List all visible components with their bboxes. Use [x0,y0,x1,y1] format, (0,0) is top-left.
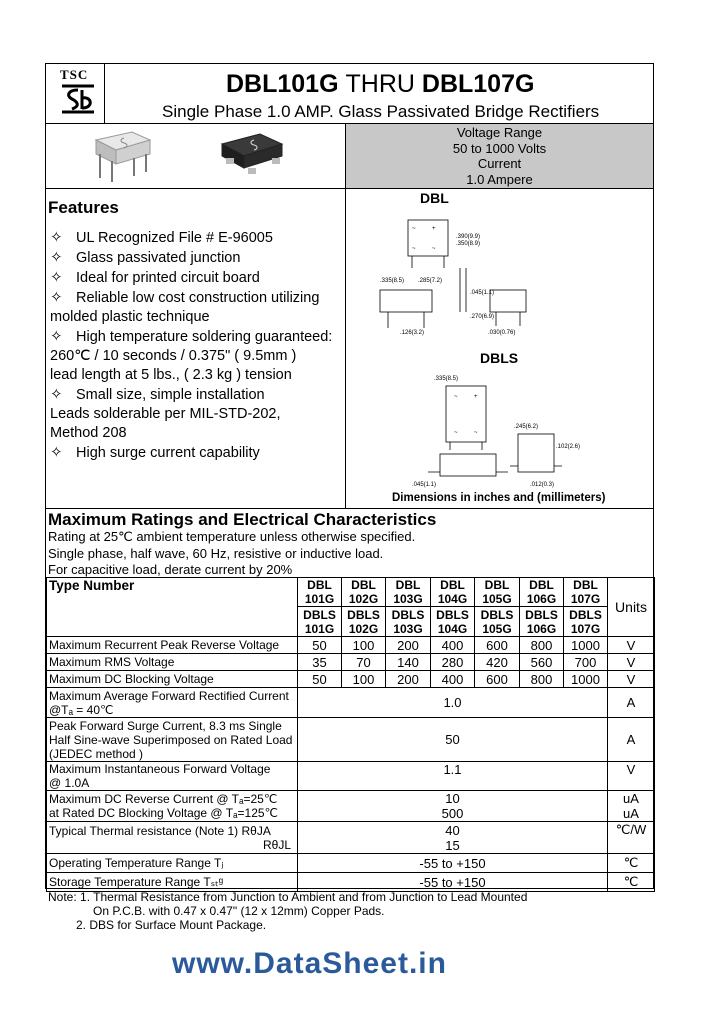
table-row: Storage Temperature Range Tₛₜᵍ -55 to +150 ℃ [47,873,655,892]
dbl-label: DBL [420,190,449,206]
part-dbls: DBLS 104G [431,607,475,637]
table-row: Operating Temperature Range Tⱼ -55 to +150 ℃ [47,854,655,873]
svg-text:.030(0.76): .030(0.76) [488,330,516,336]
svg-text:.045(1.1): .045(1.1) [412,482,437,488]
svg-text:~: ~ [454,394,458,400]
ratings-note: Rating at 25℃ ambient temperature unless otherwise specified. [48,529,416,544]
dbls-label: DBLS [480,350,519,366]
svg-text:.350(8.9): .350(8.9) [456,241,481,247]
star-icon: ✧ [50,269,63,286]
table-row: Maximum DC Blocking Voltage 50 100 200 400 600 800 1000 V [47,671,655,688]
ratings-top-divider [45,508,654,509]
units-header: Units [608,578,655,637]
features-top-divider [45,188,654,189]
svg-text:.270(6.9): .270(6.9) [470,314,495,320]
feature-item-cont: Method 208 [50,425,127,441]
svg-text:~: ~ [432,246,436,252]
svg-text:.102(2.6): .102(2.6) [556,444,580,450]
logo-text: TSC [60,67,89,82]
features-list [50,228,332,463]
part-dbl: DBL 107G [564,578,608,607]
specs-line: Current [477,156,522,171]
svg-text:.285(7.2): .285(7.2) [418,278,443,284]
ratings-table [46,577,655,892]
part-dbls: DBLS 101G [298,607,342,637]
title-part-b: DBL107G [421,70,535,98]
ratings-title: Maximum Ratings and Electrical Characteristics [48,510,437,529]
specs-line: 1.0 Ampere [466,171,533,187]
table-row: Maximum Average Forward Rectified Current @Tₐ = 40℃ 1.0 A [47,688,655,718]
part-dbl: DBL 106G [520,578,564,607]
part-dbls: DBLS 107G [564,607,608,637]
star-icon: ✧ [50,444,63,461]
table-row: Maximum DC Reverse Current @ Tₐ=25℃ at Rated DC Blocking Voltage @ Tₐ=125℃ 10 500 uA uA [47,791,655,822]
feature-item: ✧ UL Recognized File # E-96005 [50,229,273,246]
ratings-note: For capacitive load, derate current by 20% [48,562,293,577]
specs-box [346,124,653,188]
table-row: Peak Forward Surge Current, 8.3 ms Single Half Sine-wave Superimposed on Rated Load (JEDEC method ) 50 A [47,718,655,762]
feature-item-cont: molded plastic technique [50,309,210,325]
svg-text:~: ~ [474,430,478,436]
table-row: Maximum RMS Voltage 35 70 140 280 420 560 700 V [47,654,655,671]
svg-text:.335(8.5): .335(8.5) [380,278,405,284]
svg-text:~: ~ [412,226,416,232]
page-title [226,70,534,99]
page-subtitle: Single Phase 1.0 AMP. Glass Passivated Bridge Rectifiers [162,102,600,121]
part-dbls: DBLS 106G [520,607,564,637]
feature-item: ✧ Glass passivated junction [50,249,241,266]
feature-item: ✧ Reliable low cost construction utilizing [50,289,320,306]
star-icon: ✧ [50,249,63,266]
feature-item-cont: Leads solderable per MIL-STD-202, [50,406,281,422]
svg-text:.012(0.3): .012(0.3) [530,482,555,488]
part-dbl: DBL 101G [298,578,342,607]
star-icon: ✧ [50,229,63,246]
part-dbls: DBLS 102G [342,607,386,637]
table-row: Maximum Recurrent Peak Reverse Voltage 50 100 200 400 600 800 1000 V [47,637,655,654]
specs-line: Voltage Range [456,125,543,140]
dimensions-caption: Dimensions in inches and (millimeters) [392,492,606,504]
svg-text:.390(9.9): .390(9.9) [456,234,481,240]
feature-item: ✧ Small size, simple installation [50,386,265,403]
title-part-a: DBL101G [226,70,339,98]
title-thru: THRU [345,70,415,98]
footnote: Note: 1. Thermal Resistance from Junction to Ambient and from Junction to Lead Mounted [48,890,528,904]
type-number-header: Type Number [47,578,298,637]
svg-text:.045(1.1): .045(1.1) [470,290,495,296]
part-dbl: DBL 103G [386,578,431,607]
feature-item: ✧ High temperature soldering guaranteed: [50,328,333,345]
svg-text:~: ~ [412,246,416,252]
feature-item-cont: lead length at 5 lbs., ( 2.3 kg ) tension [50,367,292,383]
svg-text:.126(3.2): .126(3.2) [400,330,425,336]
svg-text:+: + [432,226,436,232]
star-icon: ✧ [50,386,63,403]
feature-item-cont: 260℃ / 10 seconds / 0.375" ( 9.5mm ) [50,348,297,364]
svg-text:.335(8.5): .335(8.5) [434,376,459,382]
star-icon: ✧ [50,328,63,345]
footnote: 2. DBS for Surface Mount Package. [76,918,267,932]
part-dbl: DBL 104G [431,578,475,607]
watermark-link[interactable]: www.DataSheet.in [172,947,447,980]
feature-item: ✧ Ideal for printed circuit board [50,269,260,286]
footnote: On P.C.B. with 0.47 x 0.47" (12 x 12mm) Copper Pads. [93,904,385,918]
svg-text:.245(6.2): .245(6.2) [514,424,539,430]
specs-line: 50 to 1000 Volts [452,140,547,156]
dbl-dimension-drawing [360,208,540,343]
part-dbl: DBL 105G [475,578,520,607]
part-dbls: DBLS 103G [386,607,431,637]
tsc-logo-icon [58,82,100,116]
svg-text:+: + [474,394,478,400]
dbls-dimension-drawing [410,368,580,493]
part-dbls: DBLS 105G [475,607,520,637]
svg-text:~: ~ [454,430,458,436]
features-title: Features [48,198,119,217]
star-icon: ✧ [50,289,63,306]
logo-divider [104,63,105,123]
package-smd-image [212,130,292,180]
ratings-note: Single phase, half wave, 60 Hz, resistive or inductive load. [48,546,384,561]
table-row: Maximum Instantaneous Forward Voltage @ 1.0A 1.1 V [47,762,655,791]
table-row: Typical Thermal resistance (Note 1) RθJA RθJL 40 15 ℃/W [47,822,655,854]
package-dip-image [88,128,158,184]
part-dbl: DBL 102G [342,578,386,607]
feature-item: ✧ High surge current capability [50,444,260,461]
